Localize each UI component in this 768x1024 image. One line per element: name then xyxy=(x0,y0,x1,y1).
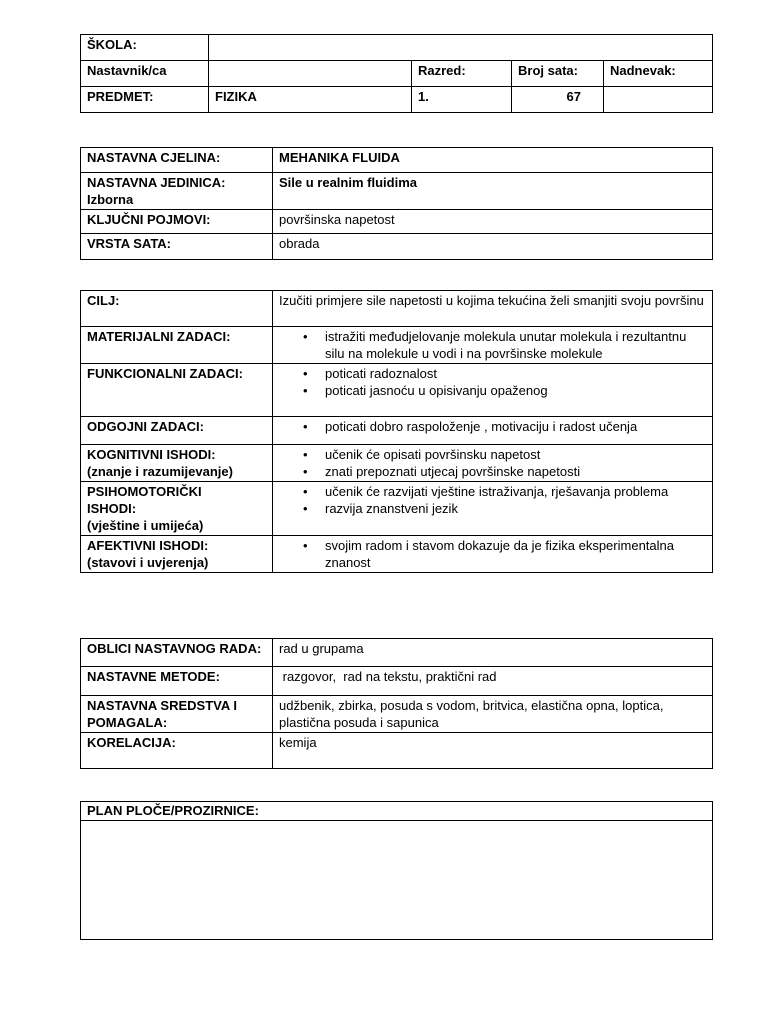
odgojni-label: ODGOJNI ZADACI: xyxy=(81,417,273,445)
plan-label: PLAN PLOČE/PROZIRNICE: xyxy=(81,802,713,821)
kognitivni-list xyxy=(279,446,706,480)
cjelina-label: NASTAVNA CJELINA: xyxy=(81,148,273,173)
kognitivni-items-cell xyxy=(273,445,713,482)
nadnevak-value xyxy=(604,87,713,113)
bullet-icon: • xyxy=(303,366,308,381)
materijalni-cell xyxy=(273,327,713,364)
afektivni-items-cell xyxy=(273,536,713,573)
bullet-icon: • xyxy=(303,538,308,553)
sredstva-label: NASTAVNA SREDSTVA I POMAGALA: xyxy=(81,696,273,733)
list-item-text: poticati dobro raspoloženje , motivaciju i radost učenja xyxy=(325,419,638,434)
psihomotoricki-label: PSIHOMOTORIČKI ISHODI: xyxy=(87,484,202,516)
list-item xyxy=(303,463,706,480)
materijalni-label: MATERIJALNI ZADACI: xyxy=(81,327,273,364)
bullet-icon: • xyxy=(303,447,308,462)
psihomotoricki-cell xyxy=(81,482,273,536)
razred-label: Razred: xyxy=(412,61,512,87)
pojmovi-label: KLJUČNI POJMOVI: xyxy=(81,210,273,234)
afektivni-cell xyxy=(81,536,273,573)
afektivni-sub: (stavovi i uvjerenja) xyxy=(87,555,209,570)
cilj-label: CILJ: xyxy=(81,291,273,327)
funkcionalni-label: FUNKCIONALNI ZADACI: xyxy=(81,364,273,417)
list-item-text: svojim radom i stavom dokazuje da je fizika eksperimentalna znanost xyxy=(325,538,674,570)
metode-value: razgovor, rad na tekstu, praktični rad xyxy=(273,667,713,696)
odgojni-cell xyxy=(273,417,713,445)
oblici-label: OBLICI NASTAVNOG RADA: xyxy=(81,639,273,667)
nadnevak-label: Nadnevak: xyxy=(604,61,713,87)
oblici-value: rad u grupama xyxy=(273,639,713,667)
funkcionalni-cell xyxy=(273,364,713,417)
list-item-text: poticati radoznalost xyxy=(325,366,438,381)
list-item-text: razvija znanstveni jezik xyxy=(325,501,458,516)
jedinica-cell xyxy=(81,173,273,210)
jedinica-label: NASTAVNA JEDINICA: xyxy=(87,175,226,190)
broj-sata-label: Broj sata: xyxy=(512,61,604,87)
nastavnik-label: Nastavnik/ca xyxy=(81,61,209,87)
bullet-icon: • xyxy=(303,464,308,479)
psihomotoricki-list xyxy=(279,483,706,517)
list-item xyxy=(303,483,706,500)
jedinica-value: Sile u realnim fluidima xyxy=(273,173,713,210)
list-item xyxy=(303,382,706,399)
list-item-text: učenik će opisati površinsku napetost xyxy=(325,447,541,462)
jedinica-sub: Izborna xyxy=(87,192,134,207)
bullet-icon: • xyxy=(303,484,308,499)
nastavnik-value xyxy=(209,61,412,87)
cilj-value: Izučiti primjere sile napetosti u kojima tekućina želi smanjiti svoju površinu xyxy=(273,291,713,327)
materijalni-list xyxy=(279,328,706,362)
header-table xyxy=(80,34,713,113)
pojmovi-value: površinska napetost xyxy=(273,210,713,234)
afektivni-label: AFEKTIVNI ISHODI: xyxy=(87,538,209,553)
vrsta-label: VRSTA SATA: xyxy=(81,234,273,260)
razred-value: 1. xyxy=(412,87,512,113)
skola-label: ŠKOLA: xyxy=(81,35,209,61)
goals-table xyxy=(80,290,713,573)
predmet-value: FIZIKA xyxy=(209,87,412,113)
vrsta-value: obrada xyxy=(273,234,713,260)
metode-label: NASTAVNE METODE: xyxy=(81,667,273,696)
bullet-icon: • xyxy=(303,329,308,344)
list-item xyxy=(303,446,706,463)
psihomotoricki-items-cell xyxy=(273,482,713,536)
kognitivni-label: KOGNITIVNI ISHODI: xyxy=(87,447,216,462)
psihomotoricki-sub: (vještine i umijeća) xyxy=(87,518,204,533)
sredstva-value: udžbenik, zbirka, posuda s vodom, britvica, elastična opna, loptica, plastična posuda i sapunica xyxy=(273,696,713,733)
list-item xyxy=(303,328,706,362)
plan-table xyxy=(80,801,713,940)
predmet-label: PREDMET: xyxy=(81,87,209,113)
plan-area xyxy=(81,821,713,940)
list-item xyxy=(303,418,706,435)
list-item xyxy=(303,537,706,571)
funkcionalni-list xyxy=(279,365,706,399)
bullet-icon: • xyxy=(303,383,308,398)
odgojni-list xyxy=(279,418,706,435)
list-item-text: poticati jasnoću u opisivanju opaženog xyxy=(325,383,548,398)
list-item-text: istražiti međudjelovanje molekula unutar molekula i rezultantnu silu na molekule u vodi i na površinske molekule xyxy=(325,329,687,361)
list-item xyxy=(303,500,706,517)
afektivni-list xyxy=(279,537,706,571)
cjelina-value: MEHANIKA FLUIDA xyxy=(273,148,713,173)
korelacija-value: kemija xyxy=(273,733,713,769)
methods-table xyxy=(80,638,713,769)
kognitivni-sub: (znanje i razumijevanje) xyxy=(87,464,233,479)
kognitivni-cell xyxy=(81,445,273,482)
broj-sata-value: 67 xyxy=(512,87,604,113)
list-item-text: znati prepoznati utjecaj površinske napetosti xyxy=(325,464,581,479)
unit-table xyxy=(80,147,713,260)
list-item-text: učenik će razvijati vještine istraživanja, rješavanja problema xyxy=(325,484,669,499)
list-item xyxy=(303,365,706,382)
bullet-icon: • xyxy=(303,501,308,516)
korelacija-label: KORELACIJA: xyxy=(81,733,273,769)
bullet-icon: • xyxy=(303,419,308,434)
skola-value xyxy=(209,35,713,61)
